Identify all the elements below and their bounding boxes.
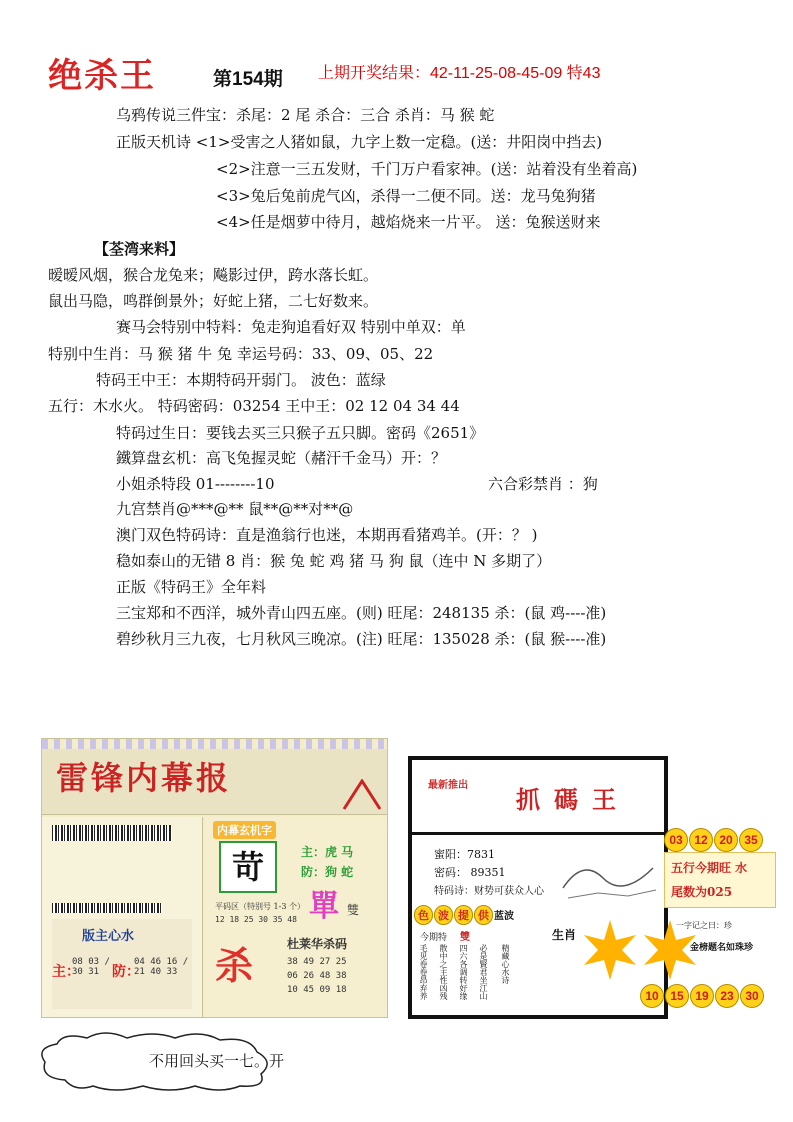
tail-line: 尾数为025: [671, 885, 733, 899]
text-line: 正版《特码王》全年料: [116, 578, 267, 596]
text-line: 三宝郑和不西洋，城外青山四五座。(则) 旺尾：248135 杀：(鼠 鸡----准): [116, 604, 607, 622]
text-line: 稳如泰山的无错 8 肖：猴 兔 蛇 鸡 猪 马 狗 鼠（连中 N 多期了）: [116, 552, 552, 570]
double-minor: 雙: [347, 903, 360, 917]
text-line: 五行：木水火。 特码密码：03254 王中王：02 12 04 34 44: [48, 397, 460, 415]
label-gong: 供: [474, 905, 493, 925]
text-line: 特码过生日：要钱去买三只猴子五只脚。密码《2651》: [116, 424, 485, 442]
kill-row: 10 45 09 18: [287, 985, 347, 995]
ball: 35: [739, 828, 763, 852]
text-line: 澳门双色特码诗：直是渔翁行也迷，本期再看猪鸡羊。(开：？ ): [116, 526, 538, 544]
text-line: 鼠出马隐，鸣群倒景外；好蛇上猪，二七好数来。: [48, 292, 379, 310]
poster-left-column: [42, 817, 203, 1017]
ribbon-icon: [342, 779, 382, 811]
text-line: 碧纱秋月三九夜，七月秋风三晚凉。(注) 旺尾：135028 杀：(鼠 猴----准): [116, 630, 607, 648]
text-line: 小姐杀特段 01--------10: [116, 475, 275, 493]
big-character: 苛: [219, 841, 277, 893]
today-label: 今期特: [420, 933, 448, 943]
barcode: [52, 903, 162, 913]
section-heading: 【荃湾来料】: [94, 240, 185, 258]
text-line: 正版天机诗 <1>受害之人猪如鼠，九字上数一定稳。(送：井阳岗中挡去): [116, 133, 603, 151]
text-line: <4>任是烟萝中待月，越焰烧来一片平。 送：兔猴送财来: [216, 213, 601, 231]
ball: 19: [690, 984, 714, 1008]
ball: 20: [714, 828, 738, 852]
ball: 30: [740, 984, 764, 1008]
zodiac-main: 主：虎 马: [301, 845, 354, 859]
zone-label: 平码区（特别号 1-3 个）: [215, 902, 305, 911]
heart-guard-label: 防：: [112, 964, 140, 980]
heart-main-label: 主：: [52, 964, 80, 980]
label-bo: 波: [434, 905, 453, 925]
zodiac-guard: 防：狗 蛇: [301, 865, 354, 879]
poem-line: 特码诗：财势可获众人心: [434, 886, 544, 897]
landscape-icon: [558, 838, 660, 902]
golden-line: 金榜题名如珠珍: [690, 943, 754, 953]
issue-number: 第154期: [213, 69, 283, 90]
label-ti: 提: [454, 905, 473, 925]
last-result: 上期开奖结果：42-11-25-08-45-09 特43: [318, 65, 601, 82]
poster-subtitle: 最新推出: [428, 780, 468, 791]
text-line: 乌鸦传说三件宝：杀尾：2 尾 杀合：三合 杀肖：马 猴 蛇: [116, 106, 495, 124]
shengxiao-label: 生肖: [552, 928, 577, 942]
ball: 03: [664, 828, 688, 852]
barcode: [52, 825, 172, 841]
page-title: 绝杀王: [48, 56, 156, 96]
mystery-line: 蜜阳：7831: [434, 848, 495, 861]
today-value: 雙: [460, 932, 470, 943]
wuxing-box: [664, 852, 776, 908]
badge-label: 内幕玄机字: [213, 821, 276, 839]
cloud-text: 不用回头买一七。开: [149, 1052, 285, 1070]
kill-title: 杜莱华杀码: [287, 937, 348, 951]
balls-bottom: [640, 984, 765, 1008]
single-main: 單: [309, 889, 339, 924]
text-line: <2>注意一三五发财，千门万户看家神。(送：站着没有坐着高): [216, 160, 638, 178]
text-line: 赛马会特别中特料：兔走狗追看好双 特别中单双：单: [116, 318, 466, 336]
colored-words: 精藏心水诗: [501, 944, 510, 984]
poster-banner: [412, 760, 664, 835]
text-line: 鐵算盘玄机：高飞兔握灵蛇（赭汗千金马）开：？: [116, 449, 447, 467]
heart-guard-numbers: 04 46 16 / 21 40 33: [134, 957, 189, 977]
poster-title: 抓碼王: [516, 785, 630, 814]
heart-box: [52, 919, 192, 1009]
label-se: 色: [414, 905, 433, 925]
ball: 10: [640, 984, 664, 1008]
text-line: 特别中生肖：马 猴 猪 牛 兔 幸运号码：33、09、05、22: [48, 345, 434, 363]
poster-banner: [42, 739, 387, 815]
kill-row: 06 26 48 38: [287, 971, 347, 981]
poster-right-column: [205, 817, 387, 1017]
poster-leifeng: [41, 738, 388, 1018]
colored-words: 散中之主性凶残: [439, 944, 448, 1000]
zone-numbers: 12 18 25 30 35 48: [215, 915, 297, 924]
text-line: 九宫禁肖@***@** 鼠**@**对**@: [116, 500, 354, 518]
colored-words: 毛见卷卷昂弃养: [419, 944, 428, 1000]
code-line: 密码： 89351: [434, 866, 506, 879]
text-line: <3>兔后兔前虎气凶，杀得一二便不同。送：龙马兔狗猪: [216, 187, 596, 205]
wuxing-line: 五行今期旺 水: [671, 861, 748, 875]
colored-words: 四六各调转好缘: [459, 944, 468, 1000]
kill-label: 杀: [215, 943, 254, 988]
label-tail: 蓝波: [494, 911, 514, 922]
kill-row: 38 49 27 25: [287, 957, 347, 967]
colored-words: 必是賢君坐江山: [479, 944, 488, 1000]
banner-stripes: [42, 739, 387, 749]
poster-title: 雷锋内幕报: [56, 759, 232, 797]
label-row: [414, 904, 514, 925]
text-line: 六合彩禁肖 ：狗: [488, 475, 598, 493]
text-line: 特码王中王：本期特码开弱门。 波色：蓝绿: [96, 371, 386, 389]
ball: 15: [665, 984, 689, 1008]
ball: 12: [689, 828, 713, 852]
heart-main-numbers: 08 03 / 30 31: [72, 957, 110, 977]
text-line: 暧暧风烟，猴合龙兔来；飚影过伊，跨水落长虹。: [48, 266, 379, 284]
balls-top: [664, 828, 764, 852]
ball: 23: [715, 984, 739, 1008]
yizi-line: 一字记之曰：珍: [676, 921, 732, 930]
heart-label: 版主心水: [82, 929, 135, 944]
